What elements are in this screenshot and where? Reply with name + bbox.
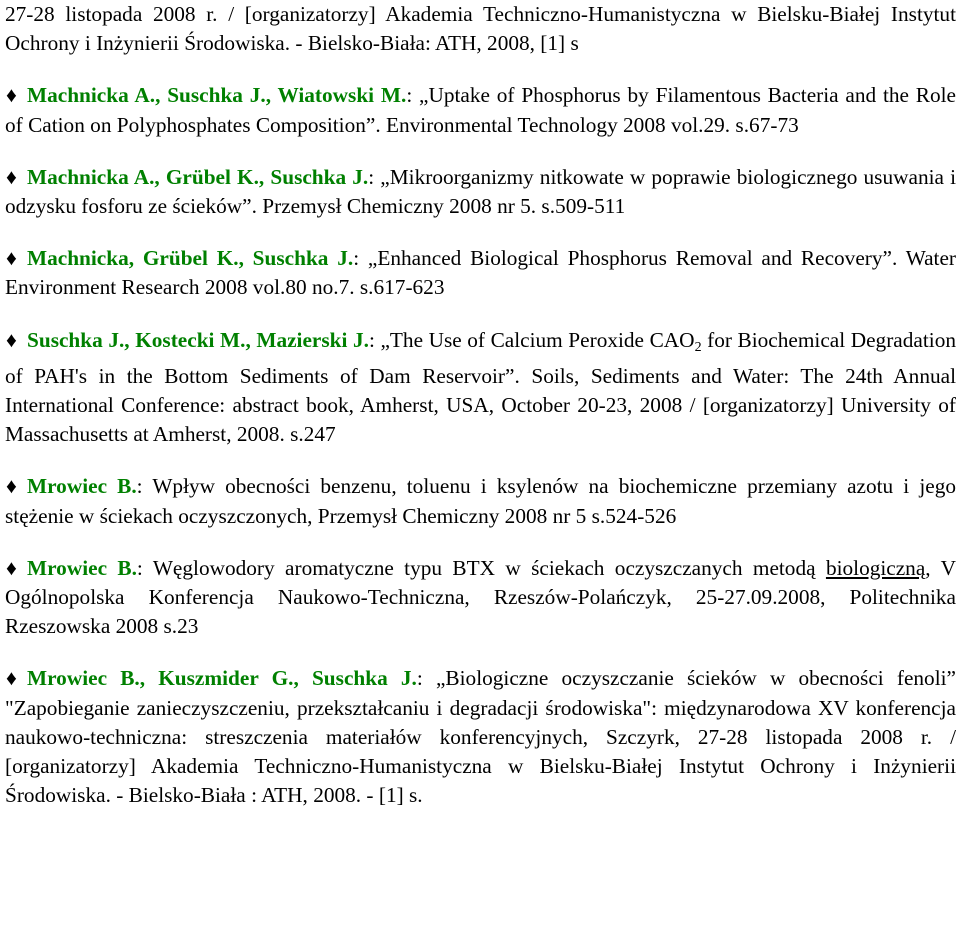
entry-authors: Machnicka A., Suschka J., Wiatowski M.: [27, 83, 407, 108]
entry-authors: Suschka J., Kostecki M., Mazierski J.: [27, 327, 369, 352]
publication-entry-7: [5, 664, 956, 810]
entry-authors: Machnicka, Grübel K., Suschka J.: [27, 246, 354, 271]
entry-text: : Wpływ obecności benzenu, toluenu i ksylenów na biochemiczne przemiany azotu i jego stężenie w ściekach oczyszczonych, Przemysł Chemiczny 2008 nr 5 s.524-526: [5, 474, 957, 528]
publication-entry-6: [5, 554, 956, 642]
diamond-bullet-icon: ♦: [6, 327, 17, 352]
entry-text: : „Biologiczne oczyszczanie ścieków w obecności fenoli” "Zapobieganie zanieczyszczeniu, przekształcaniu i degradacji środowiska": międzynarodowa XV konferencja naukowo-techniczna: streszczenia materiałów konferencyjnych, Szczyrk, 27-28 listopada 2008 r. / [organizatorzy] Akademia Techniczno-Humanistyczna w Bielsku-Białej Instytut Ochrony i Inżynierii Środowiska. - Bielsko-Biała : ATH, 2008. - [1] s.: [5, 666, 956, 808]
entry-text-continued: , V Ogólnopolska Konferencja Naukowo-Techniczna, Rzeszów-Polańczyk, 25-27.09.2008, Politechnika Rzeszowska 2008 s.23: [5, 555, 956, 639]
entry-authors: Mrowiec B., Kuszmider G., Suschka J.: [27, 666, 417, 691]
subscript: 2: [694, 339, 702, 355]
diamond-bullet-icon: ♦: [6, 246, 17, 271]
intro-continuation: 27-28 listopada 2008 r. / [organizatorzy] Akademia Techniczno-Humanistyczna w Bielsku-Białej Instytut Ochrony i Inżynierii Środowiska. - Bielsko-Biała: ATH, 2008, [1] s: [5, 2, 956, 56]
publication-entry-2: [5, 163, 956, 221]
diamond-bullet-icon: ♦: [6, 164, 17, 189]
diamond-bullet-icon: ♦: [6, 83, 17, 108]
underlined-word: biologiczną: [825, 555, 926, 580]
entry-text: : „Mikroorganizmy nitkowate w poprawie biologicznego usuwania i odzysku fosforu ze ścieków”. Przemysł Chemiczny 2008 nr 5. s.509-511: [5, 164, 956, 219]
diamond-bullet-icon: ♦: [6, 555, 17, 580]
entry-authors: Machnicka A., Grübel K., Suschka J.: [27, 164, 369, 189]
entry-authors: Mrowiec B.: [27, 555, 137, 580]
diamond-bullet-icon: ♦: [6, 666, 17, 691]
entry-text: : „Enhanced Biological Phosphorus Removal and Recovery”. Water Environment Research 2008 vol.80 no.7. s.617-623: [5, 246, 957, 300]
entry-authors: Mrowiec B.: [27, 474, 137, 499]
diamond-bullet-icon: ♦: [6, 474, 17, 499]
publication-entry-3: [5, 244, 956, 302]
entry-text: : Węglowodory aromatyczne typu BTX w ściekach oczyszczanych metodą: [136, 555, 826, 580]
publication-entry-4: [5, 326, 956, 450]
publication-entry-5: [5, 472, 956, 530]
entry-text-continued: for Biochemical Degradation of PAH's in the Bottom Sediments of Dam Reservoir”. Soils, Sediments and Water: The 24th Annual International Conference: abstract book, Amherst, USA, October 20-23, 2008 / [organizatorzy] University of Massachusetts at Amherst, 2008. s.247: [5, 327, 956, 447]
publication-entry-1: [5, 81, 956, 139]
entry-text: : „Uptake of Phosphorus by Filamentous Bacteria and the Role of Cation on Polyphosphates Composition”. Environmental Technology 2008 vol.29. s.67-73: [5, 83, 956, 137]
entry-text: : „The Use of Calcium Peroxide CAO: [368, 327, 695, 352]
